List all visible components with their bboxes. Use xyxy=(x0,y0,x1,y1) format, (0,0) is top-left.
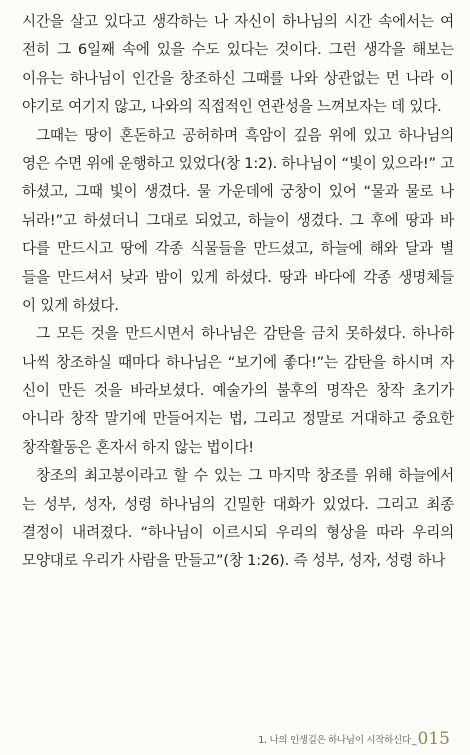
text-line: 야기로 여기지 않고, 나와의 직접적인 연관성을 느껴보자는 데 있다. xyxy=(22,98,442,116)
text-line: 신이 만든 것을 바라보셨다. 예술가의 불후의 명작은 창작 초기가 xyxy=(22,382,454,400)
text-line: 결정이 내려졌다. “하나님이 이르시되 우리의 형상을 따라 우리의 xyxy=(22,524,454,542)
text-line: 이 있게 하셨다. xyxy=(22,296,119,314)
text-line: 아니라 창작 말기에 만들어지는 법, 그리고 정말로 거대하고 중요한 xyxy=(22,410,454,428)
paragraph xyxy=(22,122,454,321)
text-line: 그때는 땅이 혼돈하고 공허하며 흑암이 깊음 위에 있고 하나님의 xyxy=(36,126,454,144)
text-line: 그 모든 것을 만드시면서 하나님은 감탄을 금치 못하셨다. 하나하 xyxy=(36,325,454,343)
running-chapter-title: 1. 나의 인생길은 하나님이 시작하신다 xyxy=(258,735,411,746)
page-number: 015 xyxy=(417,729,450,749)
page-footer xyxy=(258,724,450,748)
body-text xyxy=(22,8,454,576)
text-line: 전히 그 6일째 속에 있을 수도 있다는 것이다. 그런 생각을 해보는 xyxy=(22,41,454,59)
text-line: 이유는 하나님이 인간을 창조하신 그때를 나와 상관없는 먼 나라 이 xyxy=(22,69,454,87)
text-line: 뉘라!”고 하셨더니 그대로 되었고, 하늘이 생겼다. 그 후에 땅과 바 xyxy=(22,211,454,229)
paragraph xyxy=(22,8,454,122)
text-line: 다를 만드시고 땅에 각종 식물들을 만드셨고, 하늘에 해와 달과 별 xyxy=(22,240,454,258)
text-line: 나씩 창조하실 때마다 하나님은 “보기에 좋다!”는 감탄을 하시며 자 xyxy=(22,353,454,371)
text-line: 창작활동은 혼자서 하지 않는 법이다! xyxy=(22,438,254,456)
text-line: 하셨고, 그때 빛이 생겼다. 물 가운데에 궁창이 있어 “물과 물로 나 xyxy=(22,183,454,201)
text-line: 시간을 살고 있다고 생각하는 나 자신이 하나님의 시간 속에서는 여 xyxy=(22,13,454,30)
footer-separator: _ xyxy=(411,735,417,746)
text-line: 들을 만드셔서 낮과 밤이 있게 하셨다. 땅과 바다에 각종 생명체들 xyxy=(22,268,454,286)
paragraph xyxy=(22,462,454,576)
paragraph xyxy=(22,320,454,462)
text-line: 는 성부, 성자, 성령 하나님의 긴밀한 대화가 있었다. 그리고 최종 xyxy=(22,495,454,513)
text-line: 창조의 최고봉이라고 할 수 있는 그 마지막 창조를 위해 하늘에서 xyxy=(36,467,454,485)
text-line: 영은 수면 위에 운행하고 있었다(창 1:2). 하나님이 “빛이 있으라!” 고 xyxy=(22,154,454,172)
text-line: 모양대로 우리가 사람을 만들고”(창 1:26). 즉 성부, 성자, 성령 하나 xyxy=(22,552,446,570)
